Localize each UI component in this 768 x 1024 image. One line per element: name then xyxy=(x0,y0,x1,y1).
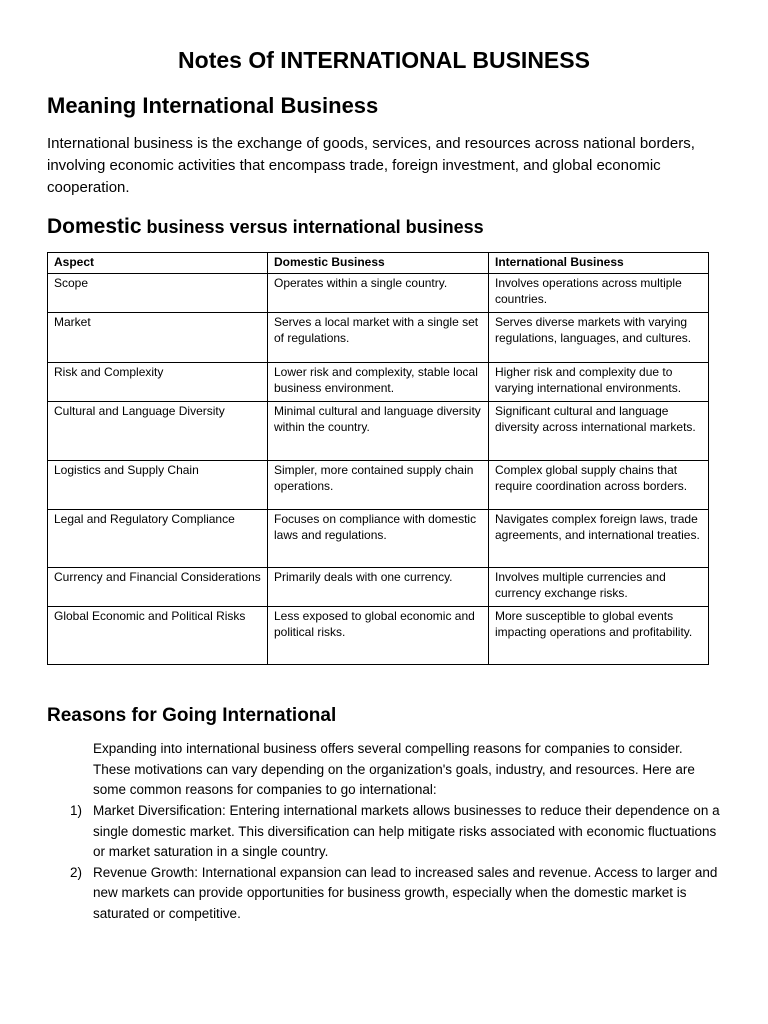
reasons-list xyxy=(47,801,723,925)
cell-aspect: Scope xyxy=(48,273,268,312)
table-row xyxy=(48,606,709,664)
list-item xyxy=(47,863,723,925)
header-domestic: Domestic Business xyxy=(268,253,489,274)
table-row xyxy=(48,401,709,460)
cell-aspect: Risk and Complexity xyxy=(48,362,268,401)
cell-domestic: Lower risk and complexity, stable local business environment. xyxy=(268,362,489,401)
cell-international: More susceptible to global events impacting operations and profitability. xyxy=(489,606,709,664)
cell-aspect: Global Economic and Political Risks xyxy=(48,606,268,664)
list-item-text: Revenue Growth: International expansion can lead to increased sales and revenue. Access to larger and new markets can provide opportunities for business growth, especially when the domestic market is saturated or competitive. xyxy=(93,864,718,921)
cell-aspect: Cultural and Language Diversity xyxy=(48,401,268,460)
list-item-number: 2) xyxy=(70,864,83,880)
cell-aspect: Logistics and Supply Chain xyxy=(48,460,268,509)
document-title: Notes Of INTERNATIONAL BUSINESS xyxy=(178,47,590,73)
cell-international: Higher risk and complexity due to varying international environments. xyxy=(489,362,709,401)
meaning-heading: Meaning International Business xyxy=(47,93,379,118)
cell-domestic: Simpler, more contained supply chain operations. xyxy=(268,460,489,509)
cell-domestic: Focuses on compliance with domestic laws and regulations. xyxy=(268,509,489,567)
reasons-heading: Reasons for Going International xyxy=(47,705,337,726)
table-row xyxy=(48,567,709,606)
cell-international: Navigates complex foreign laws, trade agreements, and international treaties. xyxy=(489,509,709,567)
cell-aspect: Currency and Financial Considerations xyxy=(48,567,268,606)
cell-domestic: Minimal cultural and language diversity within the country. xyxy=(268,401,489,460)
cell-international: Significant cultural and language diversity across international markets. xyxy=(489,401,709,460)
comparison-heading-rest: business versus international business xyxy=(141,217,484,237)
comparison-heading-first: Domestic xyxy=(47,215,142,238)
meaning-paragraph: International business is the exchange of goods, services, and resources across national borders, involving economic activities that encompass trade, foreign investment, and global economic cooperation. xyxy=(47,135,695,196)
list-item-number: 1) xyxy=(70,803,83,818)
table-row xyxy=(48,273,709,312)
list-item xyxy=(47,801,723,863)
cell-domestic: Primarily deals with one currency. xyxy=(268,567,489,606)
cell-aspect: Market xyxy=(48,312,268,362)
cell-domestic: Operates within a single country. xyxy=(268,273,489,312)
cell-domestic: Less exposed to global economic and political risks. xyxy=(268,606,489,664)
cell-international: Complex global supply chains that require coordination across borders. xyxy=(489,460,709,509)
list-item-text: Market Diversification: Entering international markets allows businesses to reduce their dependence on a single domestic market. This diversification can help mitigate risks associated with economic fluctuations or market saturation in a single country. xyxy=(93,803,720,860)
cell-aspect: Legal and Regulatory Compliance xyxy=(48,509,268,567)
comparison-heading xyxy=(47,213,484,241)
reasons-intro: Expanding into international business offers several compelling reasons for companies to consider. These motivations can vary depending on the organization's goals, industry, and resources. Here are some common reasons for companies to go international: xyxy=(93,741,695,798)
table-header-row xyxy=(48,253,709,274)
comparison-table xyxy=(47,252,709,665)
cell-international: Serves diverse markets with varying regulations, languages, and cultures. xyxy=(489,312,709,362)
cell-international: Involves operations across multiple countries. xyxy=(489,273,709,312)
cell-domestic: Serves a local market with a single set of regulations. xyxy=(268,312,489,362)
table-row xyxy=(48,362,709,401)
table-row xyxy=(48,312,709,362)
header-international: International Business xyxy=(489,253,709,274)
header-aspect: Aspect xyxy=(48,253,268,274)
table-row xyxy=(48,460,709,509)
table-row xyxy=(48,509,709,567)
cell-international: Involves multiple currencies and currency exchange risks. xyxy=(489,567,709,606)
